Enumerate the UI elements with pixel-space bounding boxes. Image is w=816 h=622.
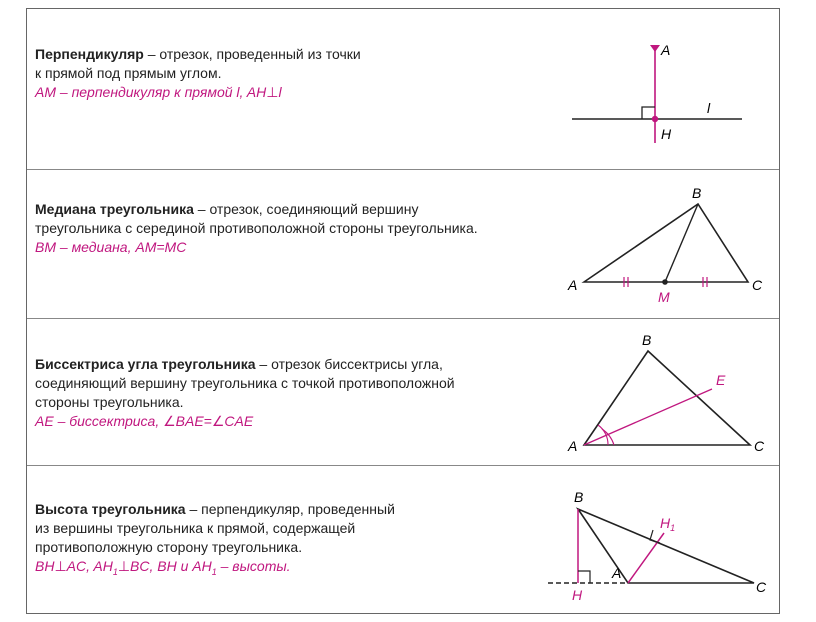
row-altitude (27, 466, 779, 613)
label-h: H (572, 587, 583, 603)
definition-line-2: соединяющий вершину треугольника с точкой противоположной (35, 375, 455, 391)
row-perpendicular (27, 9, 779, 169)
median-text (35, 200, 478, 257)
label-b: B (642, 332, 652, 348)
definition-line-1: – отрезок биссектрисы угла, (255, 356, 443, 372)
label-a: A (612, 565, 622, 581)
altitude-figure (542, 482, 767, 608)
example-text: AM – перпендикуляр к прямой l, AH⊥l (35, 84, 282, 100)
label-h1-letter: H (660, 515, 671, 531)
example-text (35, 557, 395, 582)
bisector-figure (562, 325, 772, 461)
label-h: H (661, 126, 672, 142)
definition-line-2: треугольника с серединой противоположной стороны треугольника. (35, 220, 478, 236)
example-text: AE – биссектриса, ∠BAE=∠CAE (35, 413, 254, 429)
definition-line-1: – отрезок, соединяющий вершину (193, 201, 419, 217)
label-h1 (660, 515, 675, 533)
term-median: Медиана треугольника (35, 201, 194, 217)
label-m: M (658, 289, 670, 305)
definitions-table (26, 8, 780, 614)
term-perpendicular: Перпендикуляр (35, 46, 144, 62)
definition-line-1: – перпендикуляр, проведенный (185, 501, 395, 517)
label-l: l (707, 100, 711, 116)
label-a: A (568, 277, 578, 293)
definition-line-3: противоположную сторону треугольника. (35, 539, 303, 555)
example-text: BM – медиана, AM=MC (35, 239, 187, 255)
label-b: B (574, 489, 584, 505)
triangle-abc (584, 204, 748, 282)
label-c: C (754, 438, 765, 454)
term-altitude: Высота треугольника (35, 501, 186, 517)
definition-line-2: из вершины треугольника к прямой, содержащей (35, 520, 356, 536)
definition-line-2: к прямой под прямым углом. (35, 65, 222, 81)
definition-line-3: стороны треугольника. (35, 394, 184, 410)
label-c: C (756, 579, 767, 595)
label-b: B (692, 185, 702, 201)
perpendicular-figure (562, 39, 752, 159)
right-angle-mark (578, 571, 590, 583)
example-part: ⊥BC, BH и AH (117, 558, 212, 574)
row-median (27, 170, 779, 318)
example-part: – высоты. (216, 558, 291, 574)
altitude-text (35, 500, 395, 582)
point-a-marker (650, 45, 660, 52)
row-bisector (27, 319, 779, 465)
triangle-abc (584, 351, 750, 445)
point-m (662, 279, 668, 285)
definition-line-1: – отрезок, проведенный из точки (143, 46, 361, 62)
example-subscript: 1 (112, 566, 118, 577)
point-h (652, 116, 658, 122)
label-e: E (716, 372, 726, 388)
median-figure (562, 178, 772, 306)
label-c: C (752, 277, 763, 293)
angle-arc (598, 425, 608, 445)
label-a: A (568, 438, 578, 454)
bisector-text (35, 355, 455, 431)
label-h1-subscript: 1 (670, 523, 676, 533)
example-part: BH⊥AC, AH (35, 558, 113, 574)
perpendicular-text (35, 45, 361, 102)
example-subscript: 1 (211, 566, 217, 577)
label-a: A (661, 42, 671, 58)
term-bisector: Биссектриса угла треугольника (35, 356, 256, 372)
altitude-ah1 (628, 533, 664, 583)
